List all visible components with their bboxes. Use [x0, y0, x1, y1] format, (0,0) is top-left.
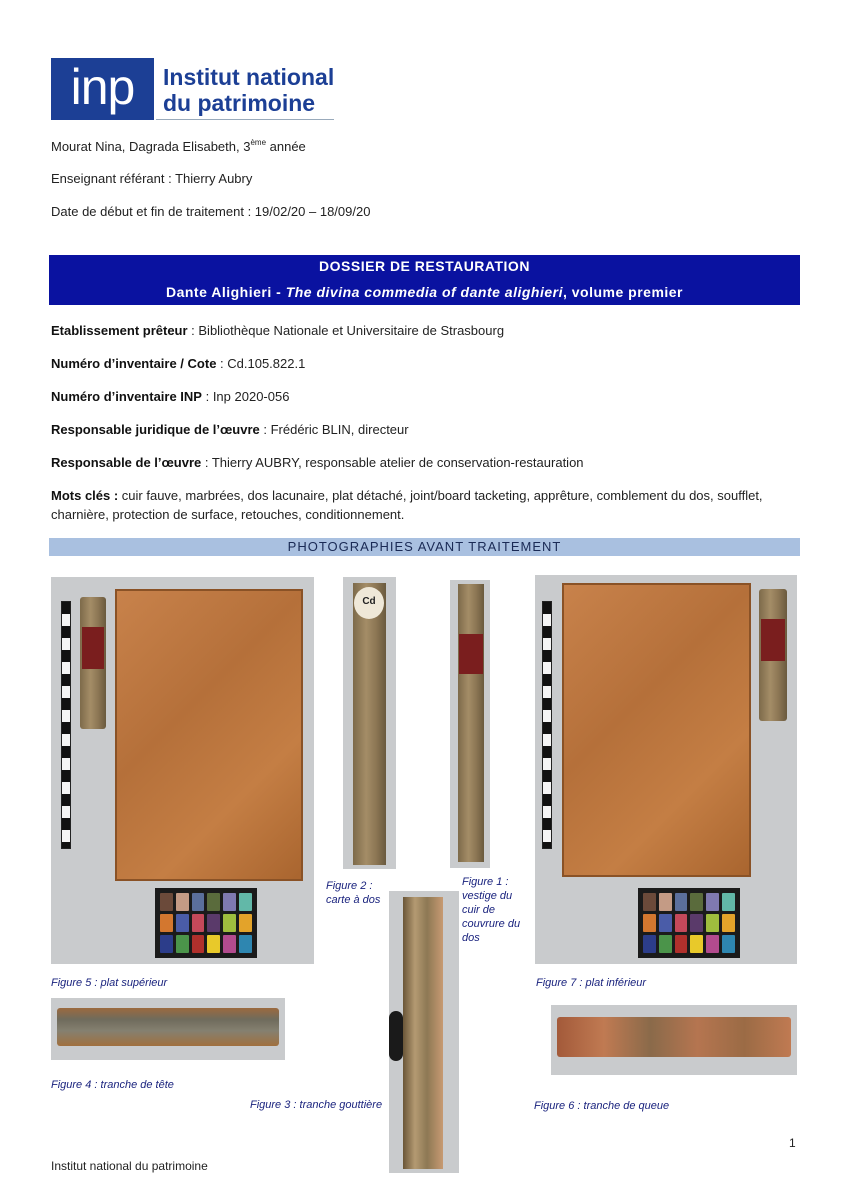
tail-edge: [557, 1017, 791, 1057]
dates-line: Date de début et fin de traitement : 19/02/20 – 18/09/20: [51, 204, 371, 219]
head-edge: [57, 1008, 279, 1046]
logo-text: [163, 64, 334, 116]
field-label: Etablissement prêteur: [51, 323, 188, 338]
photo-spine-remnant: [450, 580, 490, 868]
photo-head-edge: [51, 998, 285, 1060]
logo-underline: [156, 119, 334, 120]
field-label: Responsable de l’œuvre: [51, 455, 202, 470]
spine-card: [353, 583, 386, 865]
caption-fig7: Figure 7 : plat inférieur: [536, 977, 647, 989]
lower-board-leather: [562, 583, 751, 877]
photos-section-title: PHOTOGRAPHIES AVANT TRAITEMENT: [49, 538, 800, 556]
upper-board-leather: [115, 589, 303, 881]
photo-fore-edge: [389, 891, 459, 1173]
field-label: Numéro d’inventaire / Cote: [51, 356, 217, 371]
field-value: : Thierry AUBRY, responsable atelier de conservation-restauration: [201, 455, 584, 470]
field-responsible: [51, 453, 811, 472]
title-banner: [49, 255, 800, 305]
field-value: : Bibliothèque Nationale et Universitaire de Strasbourg: [187, 323, 505, 338]
footer-institution: Institut national du patrimoine: [51, 1159, 208, 1173]
caption-fig3: Figure 3 : tranche gouttière: [250, 1099, 383, 1111]
caption-fig4: Figure 4 : tranche de tête: [51, 1079, 174, 1091]
spine-fragment: [80, 597, 106, 729]
scale-ruler: [542, 601, 552, 849]
field-label: Numéro d’inventaire INP: [51, 389, 202, 404]
field-value: : Inp 2020-056: [201, 389, 290, 404]
field-value: : Frédéric BLIN, directeur: [259, 422, 409, 437]
subtitle-suffix: , volume premier: [562, 284, 684, 300]
field-keywords: [51, 486, 796, 524]
authors-sup: ème: [250, 138, 267, 147]
fore-edge: [403, 897, 443, 1169]
authors-line: [51, 138, 306, 154]
photo-spine-card: [343, 577, 396, 869]
field-label: Mots clés :: [51, 488, 119, 503]
clamp: [389, 1011, 403, 1061]
subtitle-italic: The divina commedia of dante alighieri: [285, 284, 563, 300]
field-value: : Cd.105.822.1: [216, 356, 306, 371]
photo-upper-board: [51, 577, 314, 964]
color-chart: [155, 888, 257, 958]
caption-fig5: Figure 5 : plat supérieur: [51, 977, 168, 989]
field-value: cuir fauve, marbrées, dos lacunaire, plat détaché, joint/board tacketing, apprêture, comblement du dos, soufflet, charnière, protection de surface, retouches, conditionnement.: [51, 488, 763, 522]
inp-logo-mark: inp: [51, 58, 154, 120]
field-inventory-cote: [51, 354, 811, 373]
spine-remnant: [458, 584, 484, 862]
banner-title: DOSSIER DE RESTAURATION: [319, 258, 530, 274]
authors-suffix: année: [266, 139, 306, 154]
scale-ruler: [61, 601, 71, 849]
caption-fig6: Figure 6 : tranche de queue: [534, 1100, 670, 1112]
field-label: Responsable juridique de l’œuvre: [51, 422, 260, 437]
color-chart: [638, 888, 740, 958]
logo-line2: du patrimoine: [163, 90, 316, 116]
spine-label-sticker: Cd: [354, 587, 384, 619]
field-legal-responsible: [51, 420, 811, 439]
field-inventory-inp: [51, 387, 811, 406]
authors-names: Mourat Nina, Dagrada Elisabeth, 3: [51, 139, 251, 154]
subtitle-prefix: Dante Alighieri -: [165, 284, 286, 300]
logo-line1: Institut national: [163, 64, 335, 90]
teacher-line: Enseignant référant : Thierry Aubry: [51, 171, 253, 186]
page-number: 1: [789, 1136, 796, 1150]
caption-fig1: Figure 1 : vestige du cuir de couvrure du dos: [462, 876, 521, 944]
photo-lower-board: [535, 575, 797, 964]
photo-tail-edge: [551, 1005, 797, 1075]
banner-subtitle: [49, 284, 800, 300]
caption-fig2: Figure 2 : carte à dos: [326, 880, 381, 906]
field-lender: [51, 321, 811, 340]
spine-fragment: [759, 589, 787, 721]
